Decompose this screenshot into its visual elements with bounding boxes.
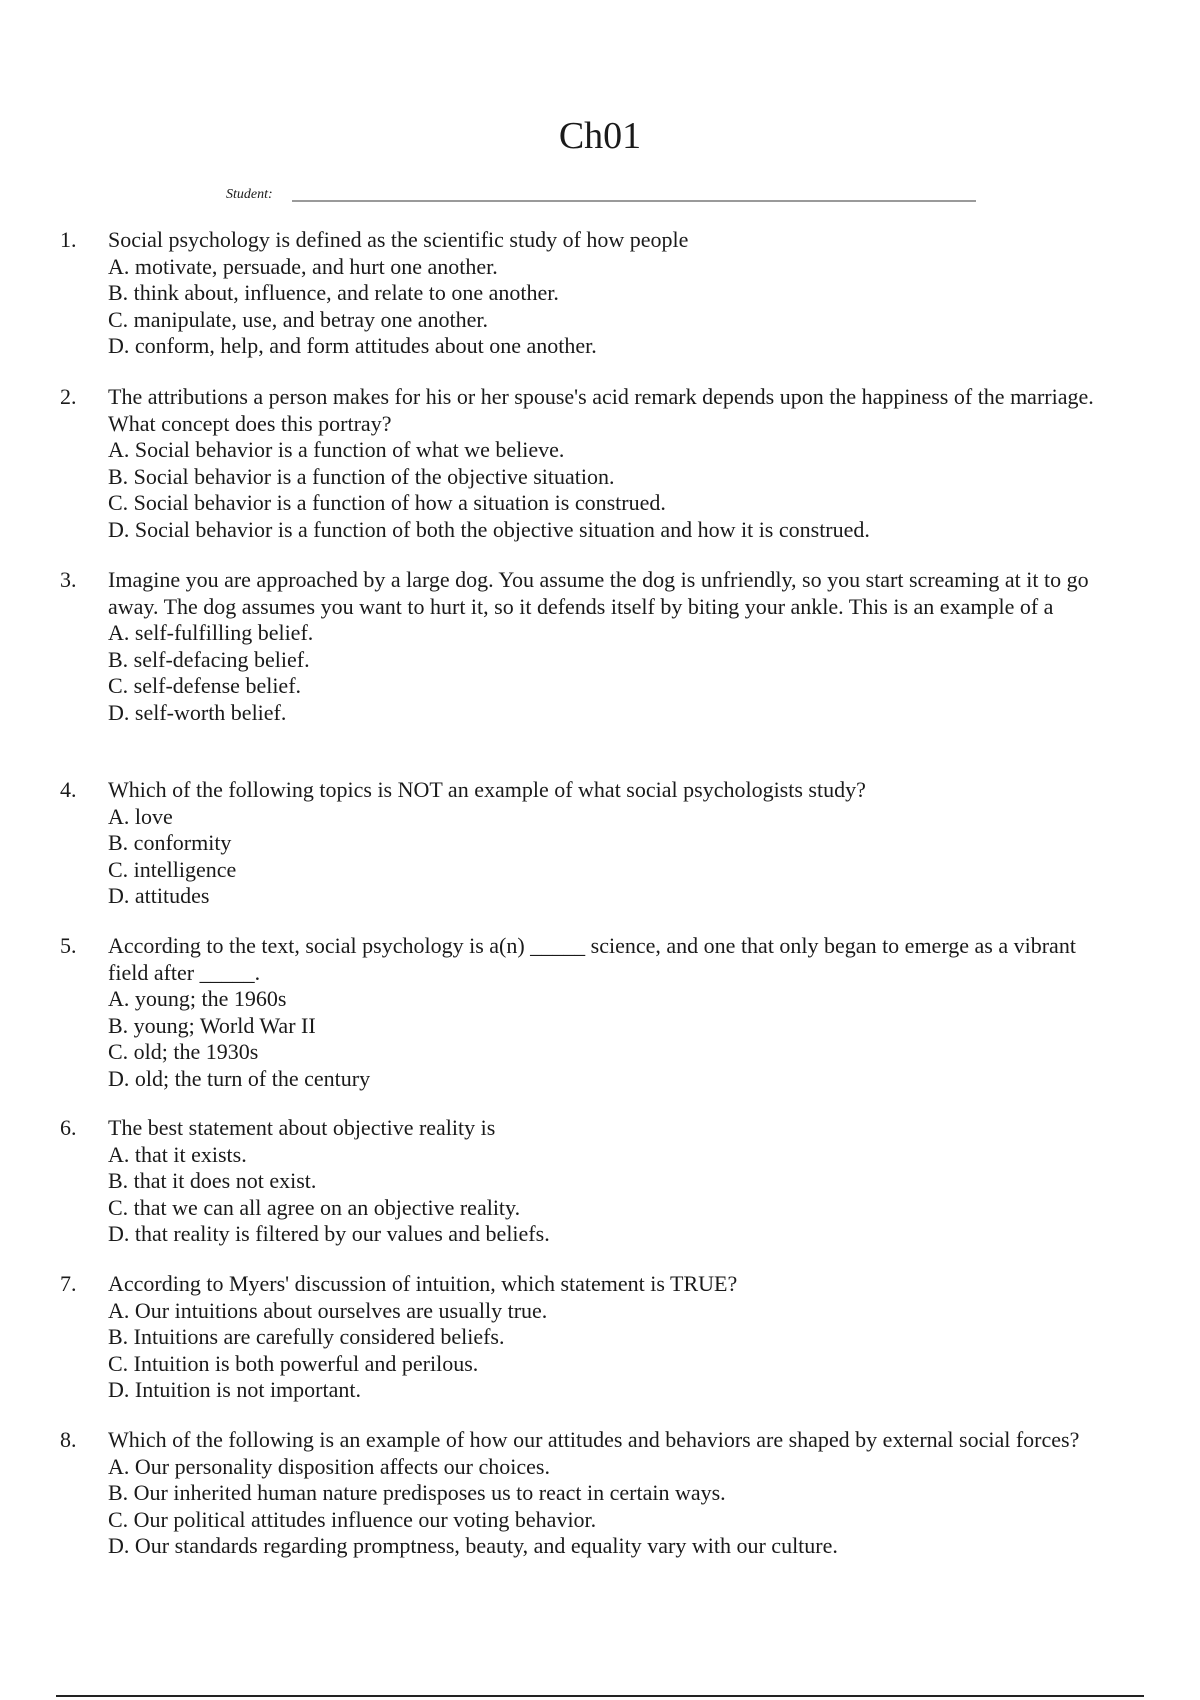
answer-option[interactable]: C. self-defense belief. bbox=[108, 673, 302, 698]
answer-options bbox=[108, 620, 1120, 726]
question-number: 7. bbox=[60, 1271, 77, 1296]
question-number: 2. bbox=[60, 384, 77, 409]
question-stem: The best statement about objective reality is bbox=[108, 1115, 496, 1140]
question-2 bbox=[60, 384, 1120, 543]
answer-options bbox=[108, 254, 1120, 360]
answer-option[interactable]: A. Social behavior is a function of what we believe. bbox=[108, 437, 565, 462]
answer-option[interactable]: B. Social behavior is a function of the objective situation. bbox=[108, 463, 615, 489]
answer-option[interactable]: A. motivate, persuade, and hurt one another. bbox=[108, 253, 498, 279]
question-number: 1. bbox=[60, 227, 77, 252]
question-stem: According to Myers' discussion of intuition, which statement is TRUE? bbox=[108, 1271, 738, 1296]
question-4 bbox=[60, 777, 1120, 910]
question-stem: Imagine you are approached by a large dog. You assume the dog is unfriendly, so you start screaming at it to go away. The dog assumes you want to hurt it, so it defends itself by biting your ankle. This is an example of a bbox=[108, 567, 1089, 619]
answer-option[interactable]: B. self-defacing belief. bbox=[108, 646, 310, 672]
answer-option[interactable]: C. old; the 1930s bbox=[108, 1039, 259, 1064]
answer-option[interactable]: C. Intuition is both powerful and perilous. bbox=[108, 1350, 479, 1376]
answer-option[interactable]: D. self-worth belief. bbox=[108, 699, 287, 725]
question-number: 4. bbox=[60, 777, 77, 802]
answer-option[interactable]: D. attitudes bbox=[108, 883, 210, 908]
question-stem: Which of the following is an example of how our attitudes and behaviors are shaped by external social forces? bbox=[108, 1427, 1080, 1452]
answer-option[interactable]: B. think about, influence, and relate to one another. bbox=[108, 280, 559, 305]
answer-options bbox=[108, 437, 1120, 543]
question-8 bbox=[60, 1427, 1120, 1560]
question-stem: Social psychology is defined as the scientific study of how people bbox=[108, 227, 689, 252]
student-field[interactable] bbox=[226, 184, 976, 206]
question-number: 3. bbox=[60, 567, 77, 592]
question-number: 8. bbox=[60, 1427, 77, 1452]
question-number: 6. bbox=[60, 1115, 77, 1140]
answer-option[interactable]: B. Our inherited human nature predisposes us to react in certain ways. bbox=[108, 1480, 726, 1505]
question-1 bbox=[60, 227, 1120, 360]
answer-option[interactable]: B. conformity bbox=[108, 830, 232, 855]
student-name-line[interactable] bbox=[292, 200, 976, 202]
footer-divider bbox=[56, 1695, 1144, 1697]
answer-option[interactable]: D. that reality is filtered by our values and beliefs. bbox=[108, 1221, 550, 1246]
answer-options bbox=[108, 1142, 1120, 1248]
answer-options bbox=[108, 986, 1120, 1092]
question-stem: Which of the following topics is NOT an example of what social psychologists study? bbox=[108, 777, 866, 802]
answer-option[interactable]: A. self-fulfilling belief. bbox=[108, 620, 314, 645]
answer-option[interactable]: B. Intuitions are carefully considered beliefs. bbox=[108, 1324, 505, 1349]
answer-option[interactable]: D. conform, help, and form attitudes about one another. bbox=[108, 333, 597, 358]
question-5 bbox=[60, 933, 1120, 1092]
answer-option[interactable]: A. young; the 1960s bbox=[108, 986, 287, 1011]
question-7 bbox=[60, 1271, 1120, 1404]
answer-option[interactable]: C. Social behavior is a function of how a situation is construed. bbox=[108, 490, 666, 515]
answer-option[interactable]: C. manipulate, use, and betray one another. bbox=[108, 306, 488, 332]
answer-option[interactable]: C. intelligence bbox=[108, 856, 237, 882]
answer-options bbox=[108, 1454, 1120, 1560]
answer-option[interactable]: D. Social behavior is a function of both the objective situation and how it is construed. bbox=[108, 516, 870, 542]
question-6 bbox=[60, 1115, 1120, 1248]
question-3 bbox=[60, 567, 1120, 726]
answer-option[interactable]: B. young; World War II bbox=[108, 1012, 316, 1038]
answer-option[interactable]: A. that it exists. bbox=[108, 1141, 247, 1167]
answer-option[interactable]: A. Our intuitions about ourselves are usually true. bbox=[108, 1297, 548, 1323]
answer-option[interactable]: A. love bbox=[108, 803, 173, 829]
answer-option[interactable]: B. that it does not exist. bbox=[108, 1168, 317, 1193]
question-stem: According to the text, social psychology is a(n) _____ science, and one that only began to emerge as a vibrant field after _____. bbox=[108, 933, 1076, 985]
answer-options bbox=[108, 804, 1120, 910]
answer-option[interactable]: D. Intuition is not important. bbox=[108, 1377, 361, 1402]
answer-option[interactable]: C. that we can all agree on an objective reality. bbox=[108, 1194, 521, 1220]
question-stem: The attributions a person makes for his or her spouse's acid remark depends upon the happiness of the marriage. What concept does this portray? bbox=[108, 384, 1094, 436]
student-label: Student: bbox=[226, 187, 273, 202]
answer-option[interactable]: A. Our personality disposition affects our choices. bbox=[108, 1453, 550, 1479]
page-title: Ch01 bbox=[558, 115, 642, 157]
answer-option[interactable]: D. Our standards regarding promptness, beauty, and equality vary with our culture. bbox=[108, 1533, 838, 1558]
question-number: 5. bbox=[60, 933, 77, 958]
answer-option[interactable]: D. old; the turn of the century bbox=[108, 1065, 371, 1091]
answer-options bbox=[108, 1298, 1120, 1404]
answer-option[interactable]: C. Our political attitudes influence our voting behavior. bbox=[108, 1506, 597, 1532]
